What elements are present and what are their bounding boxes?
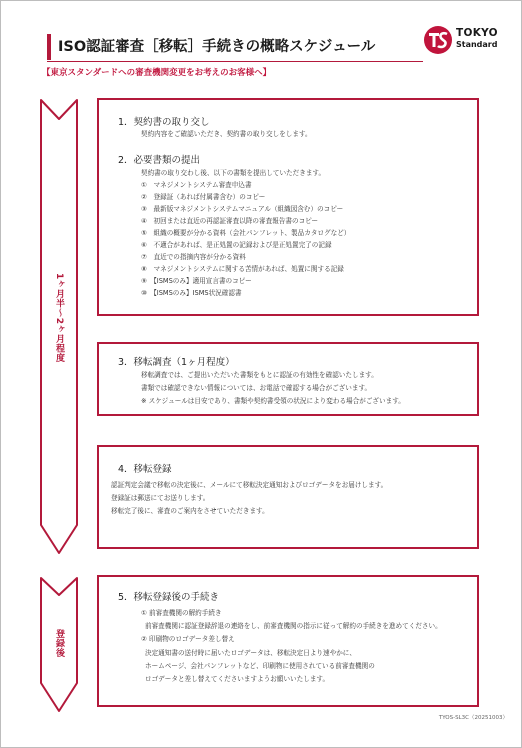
document-list-item: ① マネジメントシステム審査申込書 — [141, 181, 252, 189]
document-list-item: ⑦ 直近での指摘内容が分かる資料 — [141, 253, 246, 261]
document-list-item: ③ 最新版マネジメントシステムマニュアル（組織図含む）のコピー — [141, 205, 344, 213]
section-1-text: 契約内容をご確認いただき、契約書の取り交しをします。 — [141, 130, 312, 138]
company-logo — [423, 25, 515, 55]
document-list-item: ⑨ 【ISMSのみ】適用宣言書のコピー — [141, 277, 252, 285]
after-registration-label: 登録後 — [54, 629, 64, 658]
page-subtitle: 【東京スタンダードへの審査機関変更をお考えのお客様へ】 — [42, 68, 272, 78]
section-5-subheading: ② 印刷物のロゴデータ差し替え — [141, 635, 235, 643]
section-5-heading: 5．移転登録後の手続き — [118, 592, 220, 603]
logo-text-standard: Standard — [456, 40, 498, 49]
title-underline — [47, 61, 423, 62]
section-5-text: 決定通知書の送付時に届いたロゴデータは、移転決定日より速やかに、 — [145, 649, 356, 657]
section-2-intro: 契約書の取り交わし後、以下の書類を提出していただきます。 — [141, 169, 326, 177]
section-3-heading: 3．移転調査（1ヶ月程度） — [118, 357, 235, 368]
document-list-item: ⑥ 不適合があれば、是正処置の記録および是正処置完了の記録 — [141, 241, 332, 249]
document-list-item: ⑩ 【ISMSのみ】ISMS状況確認書 — [141, 289, 242, 297]
section-3-text: 書類では確認できない情報については、お電話で確認する場合がございます。 — [141, 384, 372, 392]
document-list-item: ② 登録証（あれば付属書含む）のコピー — [141, 193, 266, 201]
section-5-subheading: ① 前審査機関の解約手続き — [141, 609, 222, 617]
section-box-post-registration — [97, 575, 479, 707]
section-5-text: 前審査機関に認証登録辞退の連絡をし、前審査機関の指示に従って解約の手続きを進めてください。 — [145, 622, 442, 630]
section-2-heading: 2．必要書類の提出 — [118, 155, 201, 166]
section-1-heading: 1．契約書の取り交し — [118, 117, 210, 128]
logo-text-tokyo: TOKYO — [456, 27, 498, 39]
section-4-heading: 4．移転登録 — [118, 464, 172, 475]
section-box-transfer-review — [97, 342, 479, 416]
page-title: ISO認証審査［移転］手続きの概略スケジュール — [47, 34, 387, 60]
section-4-text: 移転完了後に、審査のご案内をさせていただきます。 — [111, 507, 269, 515]
document-list-item: ⑧ マネジメントシステムに関する苦情があれば、処置に関する記録 — [141, 265, 344, 273]
section-3-note: ※ スケジュールは目安であり、書類や契約書受領の状況により変わる場合がございます。 — [141, 397, 405, 405]
duration-label: 1ヶ月半〜2ヶ月程度 — [54, 273, 64, 363]
document-list-item: ⑤ 組織の概要が分かる資料（会社パンフレット、製品カタログなど） — [141, 229, 351, 237]
document-code: TYOS-SL3C（20251003） — [438, 715, 508, 721]
section-box-contract — [97, 98, 479, 316]
section-5-text: ホームページ、会社パンフレットなど、印刷物に使用されている前審査機関の — [145, 662, 375, 670]
section-3-text: 移転調査では、ご提出いただいた書類をもとに認証の有効性を確認いたします。 — [141, 371, 378, 379]
section-4-text: 認証判定会議で移転の決定後に、メールにて移転決定通知およびロゴデータをお届けします。 — [111, 481, 388, 489]
section-box-transfer-registration — [97, 445, 479, 549]
section-5-text: ロゴデータと差し替えてくださいますようお願いいたします。 — [145, 675, 330, 683]
section-4-text: 登録証は郵送にてお送りします。 — [111, 494, 210, 502]
logo-mark-icon — [423, 25, 453, 55]
document-list-item: ④ 初回または直近の再認証審査以降の審査報告書のコピー — [141, 217, 319, 225]
